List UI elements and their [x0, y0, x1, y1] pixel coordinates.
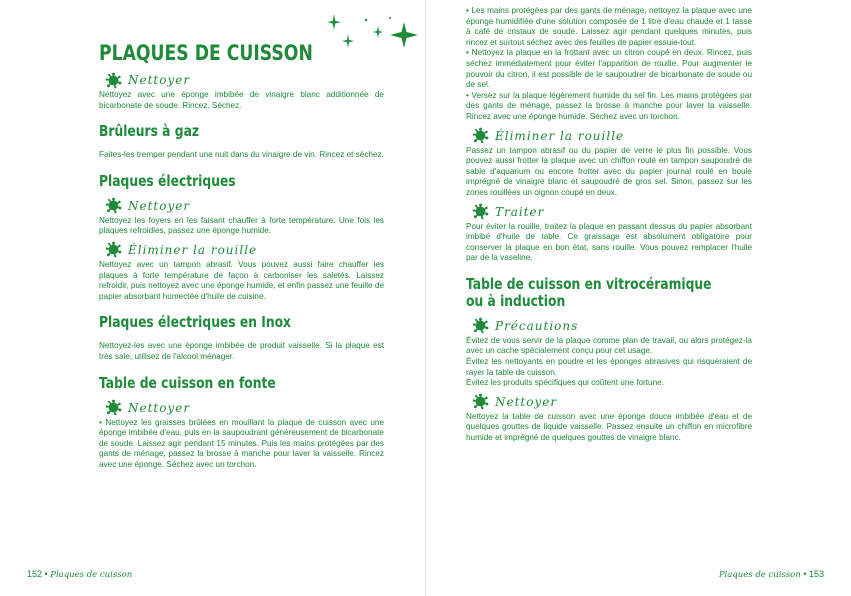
- folio-separator: •: [44, 569, 48, 579]
- page-title: PLAQUES DE CUISSON: [99, 41, 313, 65]
- paragraph: Nettoyez-les avec une éponge imbibée de produit vaisselle. Si la plaque est très sale, utilisez de l'alcool ménager.: [99, 341, 384, 361]
- subheading-label: Éliminer la rouille: [495, 128, 625, 143]
- section-heading-plaques-electriques: Plaques électriques: [99, 171, 236, 190]
- splat-icon: [105, 72, 122, 89]
- section-heading-vitroceramique: Table de cuisson en vitrocéramique: [466, 274, 712, 293]
- paragraph: Évitez les nettoyants en poudre et les éponges abrasives qui risqueraient de rayer la table de cuisson.: [466, 357, 752, 377]
- subheading-label: Traiter: [495, 204, 545, 219]
- paragraph: Nettoyez avec une éponge imbibée de vinaigre blanc additionnée de bicarbonate de soude. Rincez. Séchez.: [99, 90, 384, 110]
- paragraph: • Nettoyez les graisses brûlées en mouillant la plaque de cuisson avec une éponge imbibée d'eau, puis en la saupoudrant généreusement de bicarbonate de soude. Laissez agir pendant 15 minutes. Puis les mains protégées par des gants de ménage, passez la brosse à manche pour laver la vaisselle. Rincez avec une éponge. Séchez avec un torchon.: [99, 417, 384, 469]
- splat-icon: [472, 317, 489, 334]
- section-heading-bruleurs: Brûleurs à gaz: [99, 122, 200, 141]
- folio-left: [27, 569, 132, 580]
- paragraph: • Versez sur la plaque légèrement humide du sel fin. Les mains protégées par des gants de ménage, passez la brosse à manche pour laver la vaisselle. Rincez avec une éponge humide. Séchez avec un torchon.: [466, 90, 752, 121]
- page-number: 152: [27, 569, 43, 579]
- folio-right: [719, 569, 824, 580]
- section-heading-inox: Plaques électriques en Inox: [99, 313, 291, 332]
- subheading-nettoyer: [472, 393, 752, 411]
- page-number: 153: [808, 569, 824, 579]
- splat-icon: [472, 203, 489, 220]
- subheading-eliminer-rouille: [472, 127, 752, 145]
- splat-icon: [472, 393, 489, 410]
- folio-separator: •: [803, 569, 807, 579]
- paragraph: Passez un tampon abrasif ou du papier de verre le plus fin possible. Vous pouvez aussi frotter la plaque avec un chiffon roulé en tampon saupoudré de sable d'aquarium ou encore frotter avec du papier journal roulé en boule imprégné de vinaigre blanc et saupoudré de gros sel. Sinon, passez sur les zones rouillées un oignon coupé en deux.: [466, 145, 752, 197]
- section-heading-fonte: Table de cuisson en fonte: [99, 373, 276, 392]
- paragraph: • Nettoyez la plaque en la frottant avec un citron coupé en deux. Rincez, puis séchez immédiatement pour éviter l'apparition de rouille. Pour augmenter le pouvoir du citron, il est possible de le saupoudrer de bicarbonate de soude ou de sel.: [466, 48, 752, 90]
- right-page: [426, 0, 851, 596]
- left-column: [99, 36, 384, 471]
- section-heading-induction: ou à induction: [466, 291, 566, 310]
- subheading-nettoyer: [105, 197, 384, 215]
- subheading-nettoyer: [105, 71, 384, 89]
- subheading-eliminer-rouille: [105, 241, 384, 259]
- left-page: [0, 0, 425, 596]
- running-title: Plaques de cuisson: [50, 570, 133, 580]
- subheading-label: Précautions: [495, 318, 579, 333]
- paragraph: Pour éviter la rouille, traitez la plaque en passant dessus du papier absorbant imbibé d'huile de table. Ce graissage est absolument obligatoire pour conserver la plaque en bon état, sans rouille. Vous pouvez remplacer l'huile par de la vaseline.: [466, 221, 752, 263]
- subheading-label: Nettoyer: [128, 73, 191, 87]
- paragraph: Évitez de vous servir de la plaque comme plan de travail, ou alors protégez-la avec un cache spécialement conçu pour cet usage.: [466, 335, 752, 356]
- paragraph: Nettoyez avec un tampon abrasif. Vous pouvez aussi faire chauffer les plaques à forte température de façon à carboniser les saletés. Laissez refroidir, puis nettoyez avec une éponge humide, et enfin passez une feuille de papier absorbant humectée d'huile de cuisine.: [99, 259, 384, 301]
- paragraph: Nettoyez les foyers en les faisant chauffer à forte température. Une fois les plaques refroidies, passez une éponge humide.: [99, 215, 384, 236]
- subheading-traiter: [472, 203, 752, 221]
- paragraph: Nettoyez la table de cuisson avec une éponge douce imbibée d'eau et de quelques gouttes de liquide vaisselle. Passez ensuite un chiffon en microfibre humide et imprégné de quelques gouttes de vinaigre blanc.: [466, 411, 752, 443]
- subheading-nettoyer: [105, 399, 384, 417]
- subheading-precautions: [472, 317, 752, 335]
- paragraph: Faites-les tremper pendant une nuit dans du vinaigre de vin. Rincez et séchez.: [99, 150, 384, 160]
- right-column: [466, 6, 752, 444]
- subheading-label: Nettoyer: [495, 394, 558, 409]
- splat-icon: [105, 197, 122, 214]
- running-title: Plaques de cuisson: [718, 570, 801, 580]
- paragraph: • Les mains protégées par des gants de ménage, nettoyez la plaque avec une éponge humidifiée d'une solution composée de 1 litre d'eau chaude et 1 tasse à café de cristaux de soude. Laissez agir pendant quelques minutes, puis rincez et surtout séchez avec des feuilles de papier essuie-tout.: [466, 6, 752, 47]
- splat-icon: [472, 127, 489, 144]
- subheading-label: Éliminer la rouille: [128, 242, 258, 257]
- subheading-label: Nettoyer: [128, 198, 191, 213]
- paragraph: Évitez les produits spécifiques qui coûtent une fortune.: [466, 378, 664, 388]
- splat-icon: [105, 241, 122, 258]
- splat-icon: [105, 399, 122, 416]
- sparkle-stars-decoration: [320, 10, 420, 55]
- subheading-label: Nettoyer: [128, 400, 191, 415]
